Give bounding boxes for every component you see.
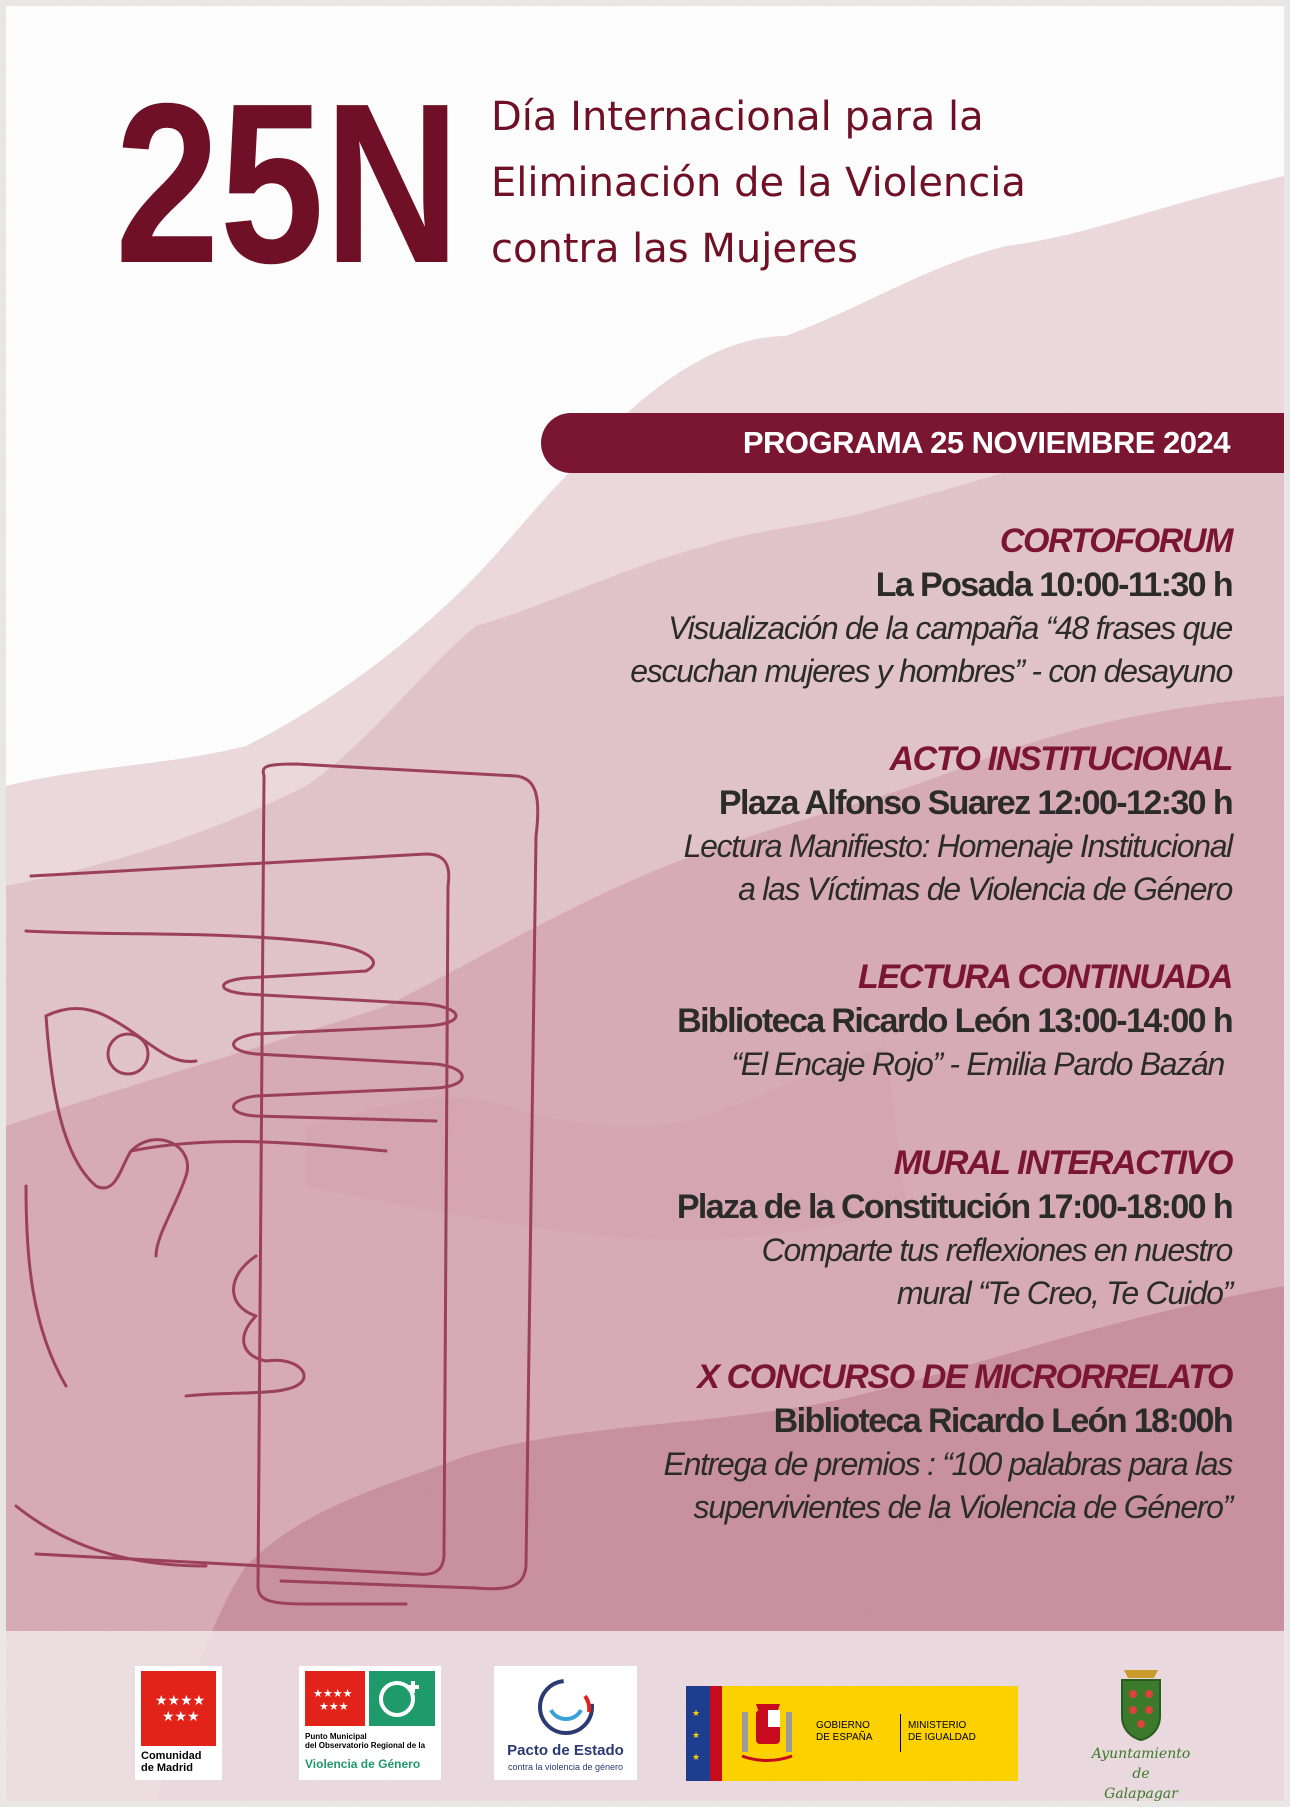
- punto-municipal-small-text: [305, 1732, 425, 1750]
- logo-text-line: MINISTERIO: [908, 1720, 967, 1731]
- logo-divider: [900, 1714, 901, 1752]
- svg-text:★★★: ★★★: [162, 1709, 200, 1725]
- event-desc-line: Lectura Manifiesto: Homenaje Institucional: [683, 828, 1232, 864]
- spain-flag-stripe: [710, 1686, 722, 1781]
- logo-text-line: GOBIERNO: [816, 1720, 870, 1731]
- event-concurso-microrrelato: [664, 1355, 1232, 1529]
- event-cortoforum: [630, 519, 1232, 693]
- madrid-stars-flag-icon: [141, 1671, 216, 1746]
- event-desc-line: Entrega de premios : “100 palabras para las: [663, 1446, 1232, 1482]
- svg-text:★★★★: ★★★★: [155, 1693, 206, 1709]
- punto-municipal-logo: [299, 1666, 441, 1780]
- poster-page: [6, 6, 1284, 1801]
- event-acto-institucional: [684, 737, 1232, 911]
- event-desc-line: “El Encaje Rojo” - Emilia Pardo Bazán: [731, 1046, 1224, 1082]
- event-desc-line: Comparte tus reflexiones en nuestro: [761, 1232, 1232, 1268]
- event-desc-line: supervivientes de la Violencia de Género”: [693, 1489, 1232, 1525]
- gobierno-espana-logo: [686, 1686, 1018, 1781]
- ayuntamiento-galapagar-logo: [1081, 1666, 1201, 1801]
- event-desc-line: Visualización de la campaña “48 frases que: [668, 610, 1232, 646]
- event-desc-line: a las Víctimas de Violencia de Género: [738, 871, 1232, 907]
- logo-text-line: del Observatorio Regional de la: [305, 1741, 426, 1750]
- event-place: Plaza de la Constitución 17:00-18:00 h: [676, 1188, 1232, 1226]
- event-title: LECTURA CONTINUADA: [858, 958, 1232, 996]
- event-place: La Posada 10:00-11:30 h: [875, 566, 1232, 604]
- event-desc-line: mural “Te Creo, Te Cuido”: [896, 1275, 1232, 1311]
- logo-text-line: DE IGUALDAD: [908, 1732, 976, 1743]
- comunidad-madrid-logo: [135, 1666, 222, 1780]
- svg-text:★: ★: [692, 1753, 701, 1763]
- event-mural-interactivo: [677, 1141, 1232, 1315]
- event-title: X CONCURSO DE MICRORRELATO: [697, 1358, 1232, 1396]
- big-25n-title: [115, 57, 460, 311]
- program-banner-text: PROGRAMA 25 NOVIEMBRE 2024: [742, 425, 1230, 460]
- event-title: MURAL INTERACTIVO: [893, 1144, 1232, 1182]
- ministerio-text: [908, 1720, 976, 1744]
- svg-text:★★★★: ★★★★: [313, 1687, 353, 1700]
- event-subtitle: [491, 84, 1191, 282]
- event-place: Plaza Alfonso Suarez 12:00-12:30 h: [718, 784, 1232, 822]
- gobierno-text: [816, 1720, 873, 1744]
- event-title: CORTOFORUM: [999, 522, 1232, 560]
- eu-stars-icon: [686, 1686, 710, 1781]
- punto-municipal-name: Violencia de Género: [305, 1757, 421, 1771]
- logo-text-line: DE ESPAÑA: [816, 1732, 873, 1743]
- comunidad-madrid-text: [141, 1750, 202, 1774]
- svg-text:★★★: ★★★: [319, 1700, 349, 1713]
- pacto-de-estado-logo: [494, 1666, 637, 1780]
- event-lectura-continuada: [677, 955, 1232, 1086]
- svg-text:★: ★: [692, 1709, 701, 1719]
- pacto-circle-icon: [535, 1676, 597, 1738]
- spain-coat-of-arms-icon: [738, 1696, 796, 1771]
- pacto-name: Pacto de Estado: [507, 1742, 624, 1759]
- venus-plus-icon: [369, 1671, 435, 1726]
- galapagar-shield-icon: [1114, 1666, 1168, 1742]
- logo-text-line: Galapagar: [1104, 1786, 1178, 1802]
- stars-icon: [141, 1671, 216, 1746]
- logo-text-line: Punto Municipal: [305, 1732, 367, 1741]
- logo-text-line: Comunidad: [141, 1750, 202, 1762]
- event-title: ACTO INSTITUCIONAL: [889, 740, 1232, 778]
- stars-icon: [305, 1671, 365, 1726]
- madrid-stars-flag-icon: [305, 1671, 365, 1726]
- sponsor-logos: [6, 1666, 1284, 1801]
- eu-flag-icon: [686, 1686, 710, 1781]
- pacto-tagline: contra la violencia de género: [507, 1762, 624, 1772]
- event-place: Biblioteca Ricardo León 13:00-14:00 h: [677, 1002, 1232, 1040]
- subtitle-line-2: Eliminación de la Violencia: [491, 160, 1026, 206]
- ayuntamiento-text: [1081, 1744, 1201, 1804]
- observatorio-symbol-icon: [369, 1671, 435, 1726]
- subtitle-line-1: Día Internacional para la: [491, 94, 984, 140]
- svg-text:★: ★: [692, 1731, 701, 1741]
- big-25n-text: 25N: [115, 57, 460, 311]
- subtitle-line-3: contra las Mujeres: [491, 226, 858, 272]
- logo-text-line: de Madrid: [141, 1762, 193, 1774]
- logo-text-line: Ayuntamiento de: [1091, 1746, 1191, 1782]
- event-desc-line: escuchan mujeres y hombres” - con desayuno: [630, 653, 1232, 689]
- program-banner: [541, 413, 1284, 473]
- event-place: Biblioteca Ricardo León 18:00h: [773, 1402, 1232, 1440]
